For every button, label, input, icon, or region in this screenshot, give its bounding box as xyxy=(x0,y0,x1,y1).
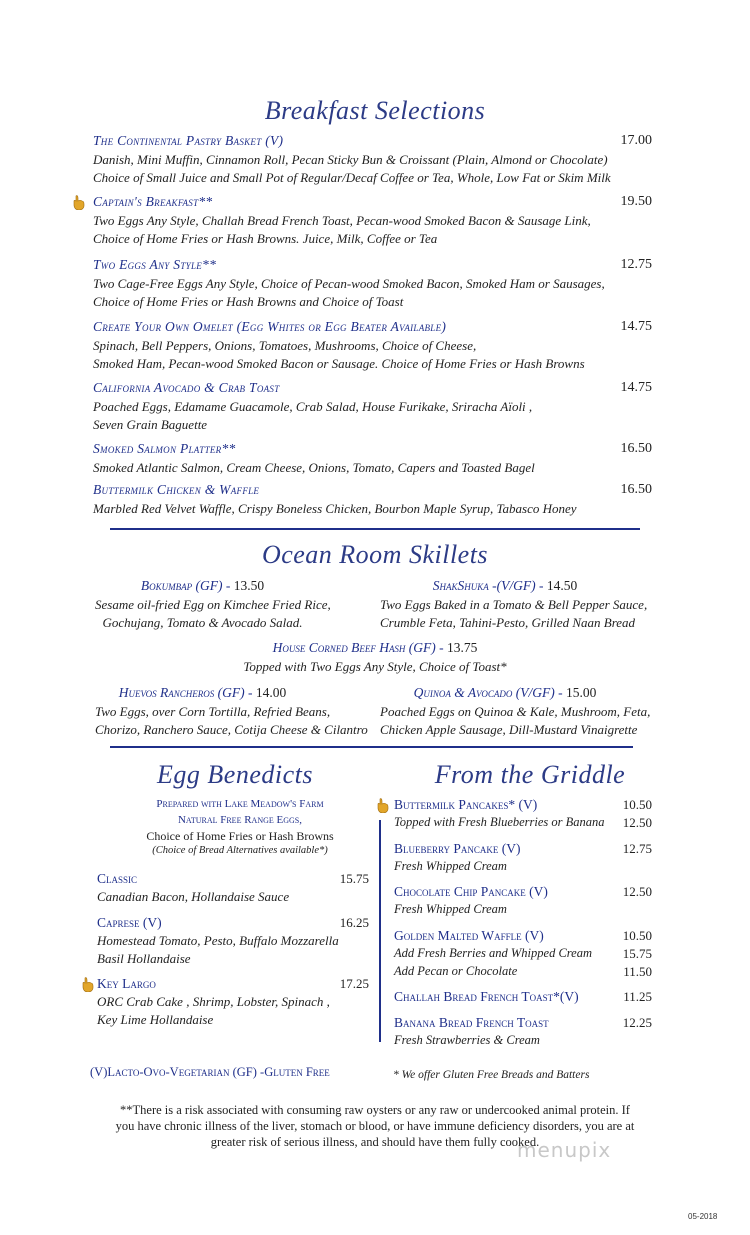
griddle-item-price: 12.75 xyxy=(622,841,652,856)
skillet-item-price: 15.00 xyxy=(565,685,597,700)
menu-item-description: Two Cage-Free Eggs Any Style, Choice of Pecan-wood Smoked Bacon, Smoked Ham or Sausages, xyxy=(93,276,605,291)
menu-item-name: Smoked Salmon Platter** xyxy=(93,441,236,456)
pointing-hand-icon xyxy=(376,798,389,813)
griddle-addon-price: 15.75 xyxy=(622,946,652,961)
griddle-title: From the Griddle xyxy=(434,760,626,789)
griddle-item-description: Topped with Fresh Blueberries or Banana xyxy=(394,815,605,829)
menu-item-price: 19.50 xyxy=(620,194,652,209)
griddle-item-description: Fresh Whipped Cream xyxy=(394,902,507,916)
skillet-item-description: Gochujang, Tomato & Avocado Salad. xyxy=(102,615,303,630)
menu-item-description: Seven Grain Baguette xyxy=(93,417,208,432)
griddle-item-name: Challah Bread French Toast*(V) xyxy=(394,989,579,1004)
menu-item-name: Two Eggs Any Style** xyxy=(93,257,217,272)
griddle-item-description: Add Pecan or Chocolate xyxy=(394,964,518,978)
pointing-hand-icon xyxy=(81,977,94,992)
skillet-item-description: Crumble Feta, Tahini-Pesto, Grilled Naan Bread xyxy=(380,615,636,630)
section-divider xyxy=(110,746,633,748)
skillet-item-label: ShakShuka -(V/GF) - xyxy=(432,578,544,593)
griddle-item-price: 10.50 xyxy=(622,797,652,812)
skillet-item-price: 13.50 xyxy=(233,578,265,593)
menu-item-price: 16.50 xyxy=(620,441,652,456)
skillet-item-description: Chicken Apple Sausage, Dill-Mustard Vinaigrette xyxy=(380,722,638,737)
griddle-item-price: 12.25 xyxy=(622,1015,652,1030)
skillet-item-label: Bokumbap (GF) - xyxy=(140,578,231,593)
benedict-item-price: 16.25 xyxy=(339,915,369,930)
menu-item-name: Buttermilk Chicken & Waffle xyxy=(93,482,260,497)
skillet-item-price: 13.75 xyxy=(447,640,478,655)
menu-item-description: Choice of Home Fries or Hash Browns. Juice, Milk, Coffee or Tea xyxy=(93,231,438,246)
breakfast-title: Breakfast Selections xyxy=(264,96,486,125)
menu-item-name: Captain's Breakfast** xyxy=(93,194,213,209)
bread-alternatives-note: (Choice of Bread Alternatives available*) xyxy=(152,845,328,856)
benedict-item-description: Key Lime Hollandaise xyxy=(97,1012,214,1027)
menu-item-description: Poached Eggs, Edamame Guacamole, Crab Salad, House Furikake, Sriracha Aïoli , xyxy=(93,399,533,414)
benedict-item-description: Homestead Tomato, Pesto, Buffalo Mozzarella xyxy=(97,933,339,948)
griddle-item-name: Blueberry Pancake (V) xyxy=(394,841,521,856)
skillet-item-description: Two Eggs, over Corn Tortilla, Refried Beans, xyxy=(95,704,331,719)
skillet-item-name xyxy=(180,640,570,656)
menu-item-price: 14.75 xyxy=(620,319,652,334)
menu-item-price: 17.00 xyxy=(620,133,652,148)
benedict-item-price: 15.75 xyxy=(339,871,369,886)
skillet-item-name xyxy=(95,578,310,594)
dietary-legend: (V)Lacto-Ovo-Vegetarian (GF) -Gluten Free xyxy=(90,1065,330,1079)
benedict-item-description: Canadian Bacon, Hollandaise Sauce xyxy=(97,889,290,904)
skillet-item-description: Two Eggs Baked in a Tomato & Bell Pepper Sauce, xyxy=(380,597,648,612)
section-divider xyxy=(110,528,640,530)
skillet-item-description: Poached Eggs on Quinoa & Kale, Mushroom, Feta, xyxy=(380,704,651,719)
benedict-item-description: ORC Crab Cake , Shrimp, Lobster, Spinach , xyxy=(97,994,330,1009)
skillet-item-label: Quinoa & Avocado (V/GF) - xyxy=(413,685,563,700)
benedict-item-price: 17.25 xyxy=(339,976,369,991)
skillet-item-price: 14.50 xyxy=(546,578,578,593)
skillet-item-price: 14.00 xyxy=(255,685,287,700)
skillet-item-label: House Corned Beef Hash (GF) - xyxy=(272,640,444,655)
menu-item-description: Choice of Small Juice and Small Pot of Regular/Decaf Coffee or Tea, Whole, Low Fat or Skim Milk xyxy=(93,170,611,185)
skillets-title: Ocean Room Skillets xyxy=(261,540,489,569)
griddle-item-price: 11.25 xyxy=(623,989,652,1004)
gluten-free-note: * We offer Gluten Free Breads and Batters xyxy=(393,1069,590,1081)
benedicts-choice: Choice of Home Fries or Hash Browns xyxy=(146,829,334,843)
menu-item-name: California Avocado & Crab Toast xyxy=(93,380,280,395)
benedict-item-description: Basil Hollandaise xyxy=(97,951,191,966)
benedict-item-name: Classic xyxy=(97,871,138,886)
griddle-item-description: Fresh Strawberries & Cream xyxy=(394,1033,540,1047)
skillet-item-name xyxy=(380,685,630,701)
griddle-item-name: Buttermilk Pancakes* (V) xyxy=(394,797,538,812)
benedicts-title: Egg Benedicts xyxy=(157,760,313,789)
benedicts-intro: Prepared with Lake Meadow's Farm Natural Free Range Eggs, xyxy=(156,798,324,826)
griddle-item-name: Chocolate Chip Pancake (V) xyxy=(394,884,548,899)
pointing-hand-icon xyxy=(72,195,85,210)
skillet-item-name xyxy=(95,685,310,701)
menu-item-name: The Continental Pastry Basket (V) xyxy=(93,133,284,148)
menu-item-price: 12.75 xyxy=(620,257,652,272)
menu-item-description: Smoked Atlantic Salmon, Cream Cheese, Onions, Tomato, Capers and Toasted Bagel xyxy=(93,460,535,475)
griddle-item-price: 10.50 xyxy=(622,928,652,943)
griddle-item-name: Golden Malted Waffle (V) xyxy=(394,928,544,943)
menu-item-description: Two Eggs Any Style, Challah Bread French Toast, Pecan-wood Smoked Bacon & Sausage Link, xyxy=(93,213,591,228)
menu-item-price: 14.75 xyxy=(620,380,652,395)
skillet-item-label: Huevos Rancheros (GF) - xyxy=(118,685,253,700)
menu-item-description: Spinach, Bell Peppers, Onions, Tomatoes, Mushrooms, Choice of Cheese, xyxy=(93,338,477,353)
date-code: 05-2018 xyxy=(688,1212,718,1221)
benedict-item-name: Key Largo xyxy=(97,976,156,991)
griddle-addon-price: 12.50 xyxy=(622,815,652,830)
griddle-item-description: Fresh Whipped Cream xyxy=(394,859,507,873)
menu-item-price: 16.50 xyxy=(620,482,652,497)
griddle-addon-price: 11.50 xyxy=(623,964,652,979)
griddle-item-price: 12.50 xyxy=(622,884,652,899)
menu-item-description: Danish, Mini Muffin, Cinnamon Roll, Pecan Sticky Bun & Croissant (Plain, Almond or Chocolate) xyxy=(93,152,608,167)
menupix-watermark: menupix xyxy=(517,1138,612,1162)
skillet-item-description: Sesame oil-fried Egg on Kimchee Fried Rice, xyxy=(95,597,331,612)
skillet-item-name xyxy=(380,578,630,594)
skillet-item-description: Topped with Two Eggs Any Style, Choice of Toast* xyxy=(243,659,507,674)
menu-item-description: Choice of Home Fries or Hash Browns and Choice of Toast xyxy=(93,294,404,309)
menu-item-name: Create Your Own Omelet (Egg Whites or Egg Beater Available) xyxy=(93,319,447,334)
skillet-item-description: Chorizo, Ranchero Sauce, Cotija Cheese & Cilantro xyxy=(95,722,368,737)
raw-food-disclaimer: **There is a risk associated with consuming raw oysters or any raw or undercooked animal protein. If you have chronic illness of the liver, stomach or blood, or have immune deficiency disorders, you are at greater risk of serious illness, and should have them fully cooked. xyxy=(115,1103,635,1149)
griddle-item-description: Add Fresh Berries and Whipped Cream xyxy=(394,946,593,960)
griddle-vertical-rule xyxy=(379,820,381,1042)
menu-item-description: Marbled Red Velvet Waffle, Crispy Boneless Chicken, Bourbon Maple Syrup, Tabasco Honey xyxy=(93,501,577,516)
benedict-item-name: Caprese (V) xyxy=(97,915,162,930)
griddle-item-name: Banana Bread French Toast xyxy=(394,1015,549,1030)
menu-item-description: Smoked Ham, Pecan-wood Smoked Bacon or Sausage. Choice of Home Fries or Hash Browns xyxy=(93,356,585,371)
